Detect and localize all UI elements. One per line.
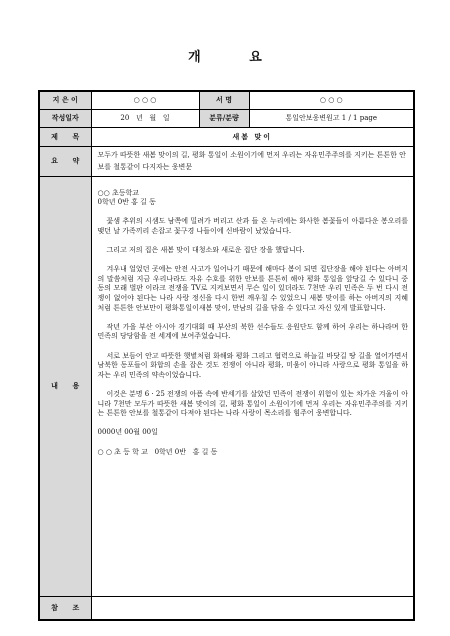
- author-value: ○ ○ ○: [91, 91, 199, 109]
- content-paragraph: 이것은 분명 6 · 25 전쟁의 아픔 속에 반세기를 살았던 민족이 전쟁이 위험이 있는 차가운 겨울이 아니라 7천만 모두가 따뜻한 새봄 맞이의 길, 평화 통일이 소원이기에 먼저 우리는 자유민주주의를 지키는 튼튼한 안보를 철통같이 다져야 된다는 나라 사랑이 목소리를 힘주어 웅변합니다.: [97, 389, 408, 418]
- content-signature: ○ ○ 초 등 학 교 0학년 0반 홍 길 동: [97, 447, 218, 456]
- summary-form: [38, 90, 415, 621]
- category-value: 통일안보웅변원고 1 / 1 page: [249, 109, 414, 127]
- content-paragraph: 그리고 저의 집은 새봄 맞이 대청소와 새로운 집단 장을 했답니다.: [106, 246, 305, 255]
- date-label: 작성일자: [39, 109, 91, 127]
- reference-value: [91, 596, 414, 620]
- category-label: 분류/분량: [199, 109, 249, 127]
- subject-value: 새봄 맞이: [91, 127, 414, 146]
- row-content: [39, 176, 414, 596]
- signature-label: 서 명: [199, 91, 249, 109]
- content-date: 0000년 00월 00일: [97, 428, 158, 437]
- content-school: ○○ 초등학교: [97, 188, 139, 197]
- author-label: 지 은 이: [39, 91, 91, 109]
- content-body: [91, 176, 414, 596]
- reference-label: 참 조: [39, 596, 91, 620]
- summary-label: 요 약: [39, 146, 91, 176]
- content-label: 내 용: [39, 176, 91, 596]
- content-paragraph: 작년 가을 부산 아시아 경기대회 때 부산의 북한 선수들도 응원단도 함께 하여 우리는 하나라며 한 민족의 당당함을 전 세계에 보여주었습니다.: [97, 322, 408, 341]
- summary-text: 모두가 따뜻한 새봄 맞이의 길, 평화 통일이 소원이기에 먼저 우리는 자유민주주의를 지키는 튼튼한 안보를 철통같이 다지자는 웅변문: [91, 146, 414, 176]
- row-subject: [39, 127, 414, 146]
- signature-value: ○ ○ ○: [249, 91, 414, 109]
- row-reference: [39, 596, 414, 620]
- row-summary: [39, 146, 414, 176]
- date-value: 20 년 월 일: [91, 109, 199, 127]
- subject-label: 제 목: [39, 127, 91, 146]
- content-paragraph: 꽃샘 추위의 시샘도 남쪽에 밀려가 버리고 산과 들 온 누리에는 화사한 봄꽃들이 아름다운 봉오리를 맺던 날 가족끼리 손잡고 꽃구경 나들이에 신바람이 났었습니다.: [97, 217, 408, 235]
- row-author: [39, 91, 414, 109]
- page-title: 개 요: [188, 50, 284, 65]
- content-paragraph: 서로 보듬어 안고 따뜻한 햇볕처럼 화해와 평화 그리고 협력으로 하늘길 바닷길 땅 길을 열어가면서 남북한 동포들이 화합의 손을 잡은 것도 전쟁이 아니라 평화, 미움이 아니라 사랑으로 평화 통일을 하자는 우리 민족의 약속이었습니다.: [97, 351, 408, 379]
- content-student: 0학년 0반 홍 길 동: [97, 198, 156, 207]
- content-paragraph: 겨우내 얼었던 곳에는 안전 사고가 일어나기 때문에 해마다 봄이 되면 집단장을 해야 된다는 아버지의 말씀처럼 지금 우리나라도 자유 수호를 위한 안보를 튼튼히 해야 평화 통일을 앞당길 수 있다니 중동의 모래 벌판 이라크 전쟁을 TV로 지켜보면서 무슨 일이 있더라도 7천만 우리 민족은 두 번 다시 전쟁이 없어야 된다는 나라 사랑 정신을 다시 한번 깨우칠 수 있었으니 새봄 맞이를 하는 아버지의 지혜처럼 튼튼한 안보만이 평화통일이새봄 맞이, 만남의 길을 닦을 수 있다고 자신 있게 발표합니다.: [97, 265, 408, 312]
- row-date: [39, 109, 414, 127]
